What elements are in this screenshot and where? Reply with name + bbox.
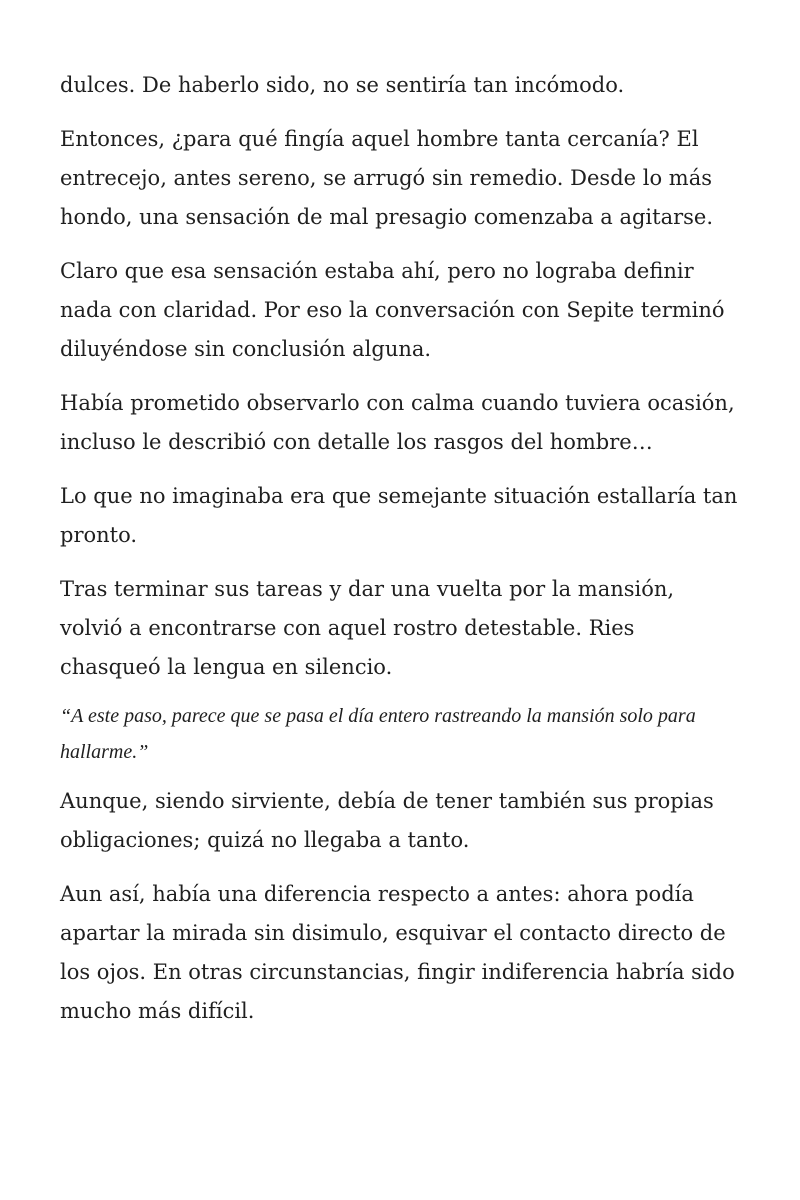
dialogue-paragraph: “A este paso, parece que se pasa el día entero rastreando la mansión solo para hallarme.” [60, 705, 696, 763]
paragraph: Había prometido observarlo con calma cuando tuviera ocasión, incluso le describió con detalle los rasgos del hombre… [60, 391, 735, 454]
paragraph: Tras terminar sus tareas y dar una vuelta por la mansión, volvió a encontrarse con aquel rostro detestable. Ries chasqueó la lengua en silencio. [60, 577, 675, 679]
paragraph: Aun así, había una diferencia respecto a antes: ahora podía apartar la mirada sin disimulo, esquivar el contacto directo de los ojos. En otras circunstancias, fingir indiferencia habría sido mucho más difícil. [60, 882, 735, 1023]
paragraph: dulces. De haberlo sido, no se sentiría tan incómodo. [60, 73, 625, 97]
paragraph: Claro que esa sensación estaba ahí, pero no lograba definir nada con claridad. Por eso la conversación con Sepite terminó diluyéndose sin conclusión alguna. [60, 259, 725, 361]
reading-page [60, 66, 740, 1046]
paragraph: Aunque, siendo sirviente, debía de tener también sus propias obligaciones; quizá no llegaba a tanto. [60, 789, 714, 852]
paragraph: Entonces, ¿para qué fingía aquel hombre tanta cercanía? El entrecejo, antes sereno, se arrugó sin remedio. Desde lo más hondo, una sensación de mal presagio comenzaba a agitarse. [60, 127, 714, 229]
paragraph: Lo que no imaginaba era que semejante situación estallaría tan pronto. [60, 484, 738, 547]
